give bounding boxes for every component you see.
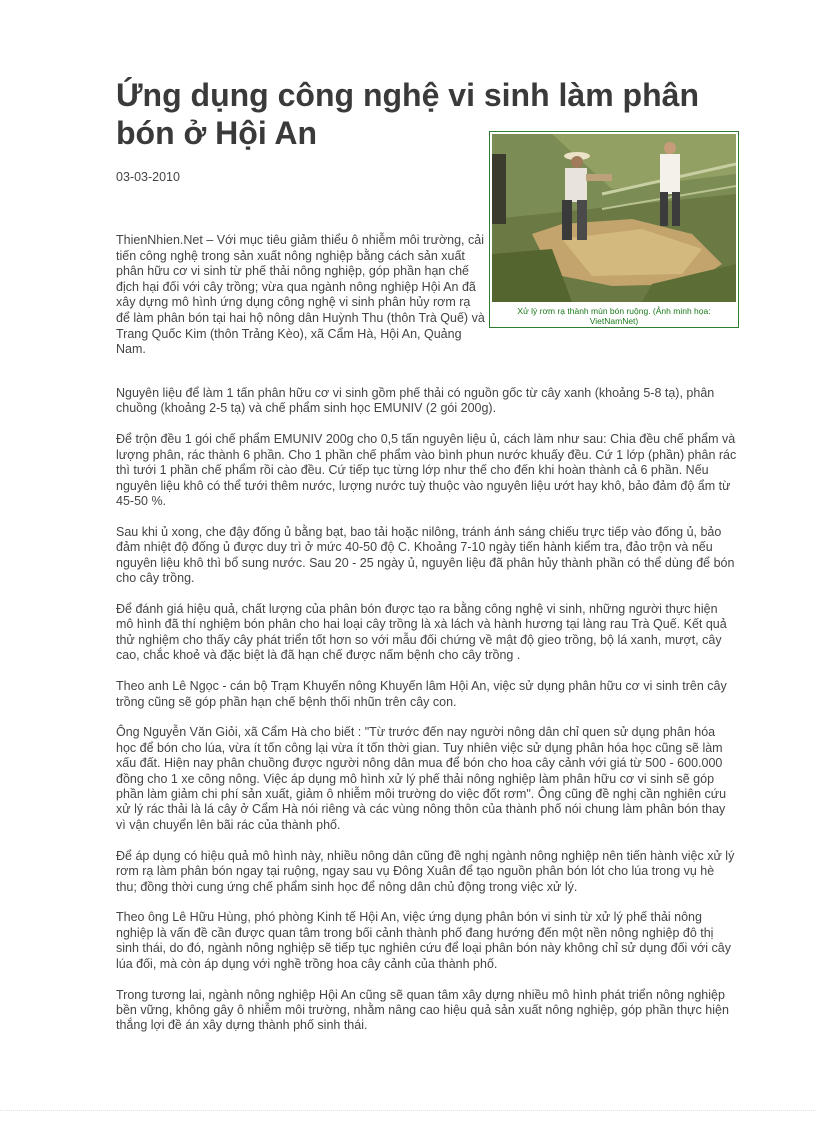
article-intro: ThienNhien.Net – Với mục tiêu giảm thiểu ô nhiễm môi trường, cải tiến công nghệ trong sản xuất nông nghiệp bằng cách sản xuất phân hữu cơ vi sinh từ phế thải nông nghiệp, góp phần hạn chế địch hại đối với cây trồng; vừa qua ngành nông nghiệp Hội An đã xây dựng mô hình ứng dụng công nghệ vi sinh phân hủy rơm rạ để làm phân bón tại hai hộ nông dân Huỳnh Thu (thôn Trà Quế) và Trang Quốc Kim (thôn Trảng Kèo), xã Cẩm Hà, Hội An, Quảng Nam. bbox=[116, 233, 485, 357]
paragraph: Trong tương lai, ngành nông nghiệp Hội An cũng sẽ quan tâm xây dựng nhiều mô hình phát triển nông nghiệp bền vững, không gây ô nhiễm môi trường, nhằm nâng cao hiệu quả sản xuất nông nghiệp, góp phần thực hiện thắng lợi đề án xây dựng thành phố sinh thái. bbox=[116, 987, 729, 1033]
paragraph: Để đánh giá hiệu quả, chất lượng của phân bón được tạo ra bằng công nghệ vi sinh, những người thực hiện mô hình đã thí nghiệm bón phân cho hai loại cây trồng là xà lách và hành hương tại làng rau Trà Quế. Kết quả thử nghiệm cho thấy cây phát triển tốt hơn so với mẫu đối chứng về mật độ gieo trồng, bộ lá xanh, mượt, cây cao, chắc khoẻ và đặc biệt là đã hạn chế được nấm bệnh cho cây trồng . bbox=[116, 601, 727, 663]
paragraph: Để trộn đều 1 gói chế phẩm EMUNIV 200g cho 0,5 tấn nguyên liệu ủ, cách làm như sau: Chia đều chế phẩm và lượng phân, rác thành 6 phần. Cho 1 phần chế phẩm vào bình phun nước khuấy đều. Cứ 1 lớp (phần) phân rác thì tưới 1 phần chế phẩm rồi cào đều. Cứ tiếp tục từng lớp như thế cho đến khi hoàn thành cả 6 phần. Nếu nguyên liệu khô có thể tưới thêm nước, lượng nước tuỳ thuộc vào nguyên liệu ướt hay khô, bảo đảm độ ẩm từ 45-50 %. bbox=[116, 432, 737, 508]
paragraph: Theo ông Lê Hữu Hùng, phó phòng Kinh tế Hội An, việc ứng dụng phân bón vi sinh từ xử lý phế thải nông nghiệp là vấn đề cần được quan tâm trong bối cảnh thành phố đang hướng đến một nền nông nghiệp đô thị sinh thái, do đó, ngành nông nghiệp sẽ tiếp tục nghiên cứu để loại phân bón này không chỉ sử dụng đối với cây lúa đối, mà còn áp dụng với nghề trồng hoa cây cảnh của thành phố. bbox=[116, 910, 731, 971]
article-title: Ứng dụng công nghệ vi sinh làm phân bón ở Hội An bbox=[116, 77, 699, 151]
paragraph: Để áp dụng có hiệu quả mô hình này, nhiều nông dân cũng đề nghị ngành nông nghiệp nên tiến hành việc xử lý rơm rạ làm phân bón ngay tại ruộng, ngay sau vụ Đông Xuân để tạo nguồn phân bón lót cho lúa trong vụ hè thu; đồng thời cung ứng chế phẩm sinh học để nông dân chủ động trong việc xử lý. bbox=[116, 848, 735, 894]
article-body bbox=[116, 386, 738, 1049]
article-photo bbox=[492, 134, 736, 302]
paragraph: Ông Nguyễn Văn Giỏi, xã Cẩm Hà cho biết : "Từ trước đến nay người nông dân chỉ quen sử dụng phân hóa học để bón cho lúa, vừa ít tốn công lại vừa ít tốn thời gian. Tuy nhiên việc sử dụng phân hóa học cũng sẽ làm xấu đất. Hiện nay phân chuồng được người nông dân mua để bón cho hoa cây cảnh với giá từ 500 - 600.000 đồng cho 1 xe công nông. Việc áp dụng mô hình xử lý phế thải nông nghiệp làm phân hữu cơ vi sinh sẽ góp phần làm giảm chi phí sản xuất, giảm ô nhiễm môi trường do việc đốt rơm". Ông cũng đề nghị cần nghiên cứu xử lý rác thải là lá cây ở Cẩm Hà nói riêng và các vùng nông thôn của thành phố nói chung làm phân bón thay vì vận chuyển lên bãi rác của thành phố. bbox=[116, 725, 727, 832]
paragraph: Nguyên liệu để làm 1 tấn phân hữu cơ vi sinh gồm phế thải có nguồn gốc từ cây xanh (khoảng 5-8 tạ), phân chuồng (khoảng 2-5 tạ) và chế phẩm sinh học EMUNIV (2 gói 200g). bbox=[116, 386, 715, 416]
article-figure bbox=[489, 131, 739, 328]
page-footer-divider bbox=[0, 1110, 816, 1111]
article-date: 03-03-2010 bbox=[116, 170, 180, 184]
paragraph: Theo anh Lê Ngọc - cán bộ Trạm Khuyến nông Khuyến lâm Hội An, việc sử dụng phân hữu cơ vi sinh trên cây trồng cũng sẽ góp phần hạn chế bệnh thối nhũn trên cây con. bbox=[116, 679, 727, 709]
paragraph: Sau khi ủ xong, che đậy đống ủ bằng bạt, bao tải hoặc nilông, tránh ánh sáng chiếu trực tiếp vào đống ủ, bảo đảm nhiệt độ đống ủ được duy trì ở mức 40-50 độ C. Khoảng 7-10 ngày tiến hành kiểm tra, đảo trộn và nếu nguyên liệu khô thì bổ sung nước. Sau 20 - 25 ngày ủ, nguyên liệu đã phân hủy thành phần có thể dùng để bón cho cây trồng. bbox=[116, 524, 735, 586]
figure-caption: Xử lý rơm rạ thành mùn bón ruộng. (Ảnh minh họa: VietNamNet) bbox=[517, 306, 711, 326]
